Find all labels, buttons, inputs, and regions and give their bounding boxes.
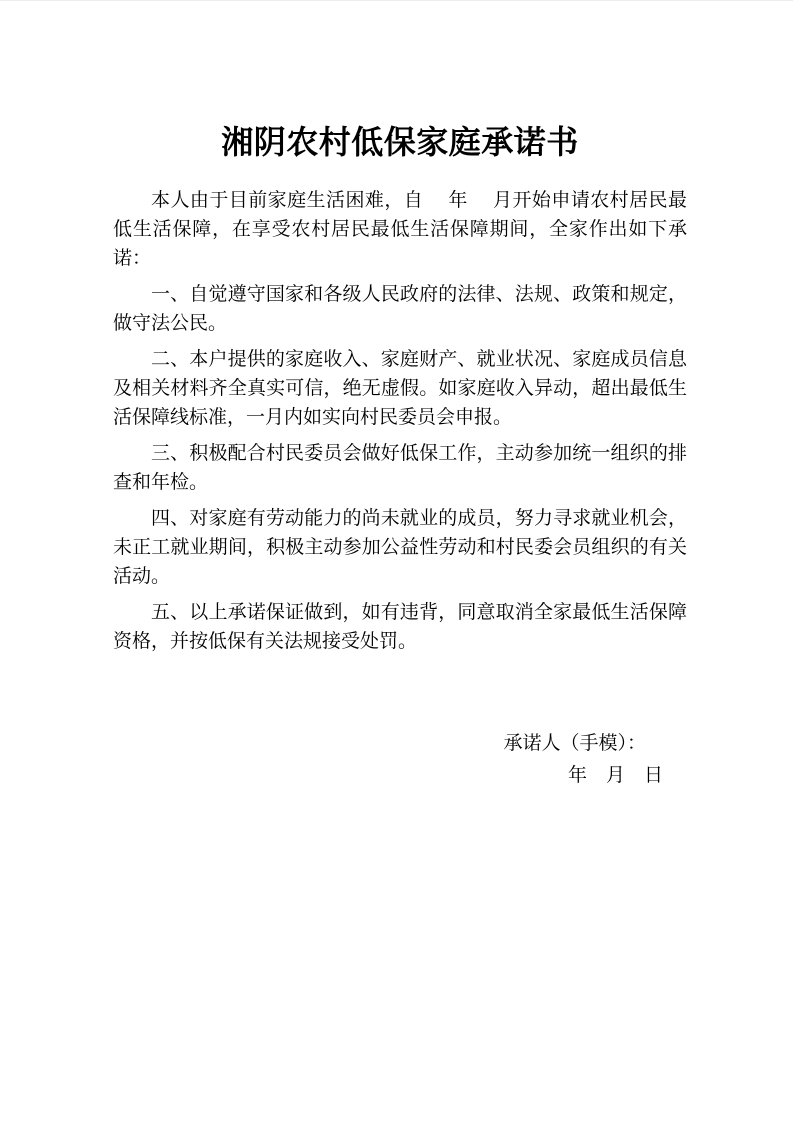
signature-label: 承诺人（手模）：	[503, 733, 646, 754]
commitment-item-1: 一、自觉遵守国家和各级人民政府的法律、法规、政策和规定，做守法公民。	[113, 284, 687, 334]
commitment-item-4: 四、对家庭有劳动能力的尚未就业的成员，努力寻求就业机会，未正工就业期间，积极主动参加公益性劳动和村民委会员组织的有关活动。	[113, 508, 687, 587]
document-title: 湘阴农村低保家庭承诺书	[221, 124, 579, 160]
commitment-item-3: 三、积极配合村民委员会做好低保工作，主动参加统一组织的排查和年检。	[113, 443, 687, 493]
commitment-item-5: 五、以上承诺保证做到，如有违背，同意取消全家最低生活保障资格，并按低保有关法规接受处罚。	[113, 602, 687, 652]
signature-block	[113, 728, 687, 792]
intro-paragraph: 本人由于目前家庭生活困难，自 年 月开始申请农村居民最低生活保障，在享受农村居民最低生活保障期间，全家作出如下承诺：	[113, 190, 687, 269]
commitment-item-2: 二、本户提供的家庭收入、家庭财产、就业状况、家庭成员信息及相关材料齐全真实可信，绝无虚假。如家庭收入异动，超出最低生活保障线标准，一月内如实向村民委员会申报。	[113, 349, 687, 428]
date-line: 年 月 日	[567, 765, 663, 786]
